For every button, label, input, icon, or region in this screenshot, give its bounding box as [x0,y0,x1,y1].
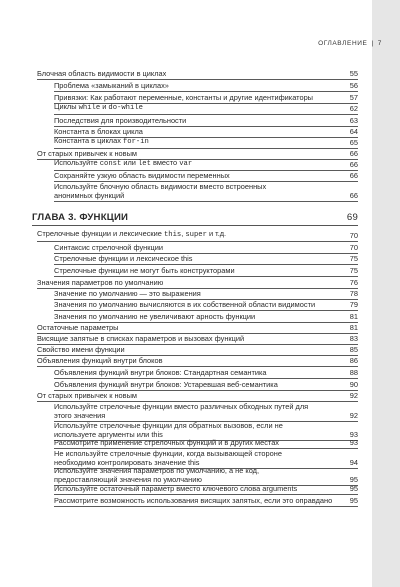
toc-entry[interactable] [54,496,358,505]
toc-entry-rule [54,91,358,92]
toc-entry[interactable] [54,312,358,321]
toc-entry[interactable] [54,138,358,147]
toc-entry-page: 86 [349,356,358,365]
toc-entry-title: Блочная область видимости в циклах [37,69,167,78]
toc-entry-rule [37,79,358,80]
toc-entry-title [54,102,143,113]
toc-entry[interactable] [37,345,358,354]
toc-entry[interactable] [54,466,358,484]
toc-entry-title: Объявления функций внутри блоков: Устаревшая веб-семантика [54,380,278,389]
toc-entry-title: Рассмотрите применение стрелочных функций и в других местах [54,438,280,447]
toc-entry[interactable] [37,391,358,400]
toc-entry-rule [54,506,358,507]
code-fragment: this [163,231,182,239]
running-head-section: ОГЛАВЛЕНИЕ [318,40,368,47]
toc-entry-page: 92 [349,410,358,420]
toc-entry-title: Стрелочные функции не могут быть конструкторами [54,266,235,275]
code-fragment: super [185,231,207,239]
toc-entry-page: 78 [349,289,358,298]
entry-text-fragment: , [181,229,186,238]
toc-entry[interactable] [54,380,358,389]
toc-entry-page: 57 [349,93,358,102]
toc-entry-page: 79 [349,300,358,309]
toc-entry[interactable] [54,127,358,136]
toc-entry-title: Синтаксис стрелочной функции [54,243,163,252]
toc-entry-title: Используйте стрелочные функции вместо различных обходных путей для этого значения [54,401,309,420]
toc-entry-title: Используйте стрелочные функции для обратных вызовов, если не используете аргументы или this [54,420,283,439]
toc-entry-title [54,158,192,169]
toc-entry-page: 88 [349,368,358,377]
toc-entry[interactable] [54,402,358,420]
toc-entry-title: Используйте значения параметров по умолчанию, а не код, предоставляющий значения по умолчанию [54,465,260,484]
chapter-title: ГЛАВА 3. ФУНКЦИИ [32,212,129,223]
toc-entry-page: 93 [349,429,358,439]
toc-entry-title: Стрелочные функции и лексическое this [54,254,193,263]
toc-entry[interactable] [54,421,358,439]
toc-entry-title: Последствия для производительности [54,116,187,125]
toc-entry-page: 65 [349,138,358,147]
toc-entry-page: 70 [349,243,358,252]
toc-entry-rule [54,310,358,311]
toc-entry-page: 63 [349,116,358,125]
toc-entry-page: 81 [349,312,358,321]
toc-entry[interactable] [37,323,358,332]
toc-entry-page: 64 [349,127,358,136]
running-head [318,40,382,47]
running-head-page-number: 7 [377,40,382,47]
toc-entry-title: Используйте блочную область видимости вместо встроенных анонимных функций [54,181,267,200]
toc-entry-page: 94 [349,457,358,467]
toc-entry-page: 92 [349,391,358,400]
toc-entry-title: От старых привычек к новым [37,149,137,158]
toc-entry-rule [54,378,358,379]
toc-entry[interactable] [54,181,358,200]
toc-entry[interactable] [54,368,358,377]
toc-entry-title: Проблема «замыканий в циклах» [54,81,169,90]
toc-entry-title: Сохраняйте узкую область видимости переменных [54,171,230,180]
toc-entry-title: Значение по умолчанию — это выражения [54,289,201,298]
page-edge [372,0,400,587]
toc-entry[interactable] [37,231,358,240]
toc-entry[interactable] [37,69,358,78]
code-fragment: const [99,160,122,168]
toc-entry-title: Рассмотрите возможность использования висящих запятых, если это оправдано [54,496,333,505]
toc-entry[interactable] [54,254,358,263]
toc-entry-page: 81 [349,323,358,332]
toc-entry-title: Объявления функций внутри блоков [37,356,163,365]
toc-entry[interactable] [54,160,358,169]
code-fragment: let [137,160,151,168]
toc-entry-page: 76 [349,278,358,287]
toc-entry-title: Висящие запятые в списках параметров и вызовах функций [37,334,245,343]
entry-text-fragment: Используйте [54,158,100,167]
toc-entry[interactable] [37,278,358,287]
code-fragment: var [179,160,193,168]
chapter-page: 69 [346,212,358,223]
toc-entry-page: 62 [349,104,358,113]
entry-text-fragment: Константа в циклах [54,136,123,145]
toc-entry-title: Свойство имени функции [37,345,125,354]
toc-entry-page: 66 [349,149,358,158]
toc-entry-page: 70 [349,231,358,240]
toc-entry-page: 55 [349,69,358,78]
toc-entry[interactable] [54,300,358,309]
toc-entry[interactable] [54,438,358,447]
toc-entry-title: Объявления функций внутри блоков: Стандартная семантика [54,368,267,377]
toc-entry-page: 90 [349,380,358,389]
toc-entry-page: 95 [349,484,358,493]
toc-entry-page: 95 [349,496,358,505]
toc-entry-title: Остаточные параметры [37,323,119,332]
code-fragment: for-in [122,138,149,146]
toc-entry-page: 56 [349,81,358,90]
toc-entry[interactable] [37,334,358,343]
toc-entry[interactable] [54,104,358,113]
toc-entry-page: 83 [349,334,358,343]
toc-entry-title: Значения параметров по умолчанию [37,278,164,287]
entry-text-fragment: Стрелочные функции и лексические [37,229,164,238]
toc-entry-rule [37,241,358,242]
toc-entry-rule [54,276,358,277]
toc-entry[interactable] [37,149,358,158]
toc-entry-page: 66 [349,190,358,200]
entry-text-fragment: Циклы [54,102,79,111]
toc-entry[interactable] [54,289,358,298]
chapter-rule [32,225,358,226]
toc-entry-rule [37,366,358,367]
toc-entry-rule [54,201,358,202]
toc-entry-title: Привязки: Как работают переменные, константы и другие идентификаторы [54,93,313,102]
toc-entry[interactable] [54,116,358,125]
toc-entry[interactable] [54,171,358,180]
toc-entry[interactable] [54,93,358,102]
toc-entry-title: Используйте остаточный параметр вместо ключевого слова arguments [54,484,298,493]
toc-entry-rule [54,494,358,495]
running-head-separator: | [371,40,374,47]
toc-entry[interactable] [54,81,358,90]
entry-text-fragment: и т.д. [206,229,227,238]
entry-text-fragment: или [121,158,138,167]
toc-entry[interactable] [54,243,358,252]
entry-text-fragment: вместо [150,158,180,167]
toc-entry-page: 93 [349,438,358,447]
toc-entry[interactable] [54,266,358,275]
toc-entry-title: Константа в блоках цикла [54,127,143,136]
toc-entry-page: 85 [349,345,358,354]
toc-entry-rule [54,114,358,115]
toc-entry-title [37,229,226,240]
toc-entry[interactable] [37,356,358,365]
toc-entry-title: Значения по умолчанию вычисляются в их собственной области видимости [54,300,316,309]
toc-entry-page: 75 [349,254,358,263]
toc-entry-title: Значения по умолчанию не увеличивают арность функции [54,312,256,321]
toc-entry-page: 66 [349,160,358,169]
code-fragment: do-while [108,104,143,112]
toc-entry-title: Не используйте стрелочные функции, когда вызывающей стороне необходимо контролировать значение this [54,448,282,467]
toc-entry[interactable] [54,484,358,493]
toc-entry[interactable] [54,449,358,467]
entry-text-fragment: и [100,102,109,111]
toc-entry-title: От старых привычек к новым [37,391,137,400]
toc-entry-page: 75 [349,266,358,275]
toc-entry-page: 66 [349,171,358,180]
chapter-heading[interactable] [32,212,358,223]
toc-entry-rule [54,264,358,265]
toc-entry-page: 95 [349,474,358,484]
toc-entry-title [54,136,149,147]
code-fragment: while [78,104,101,112]
